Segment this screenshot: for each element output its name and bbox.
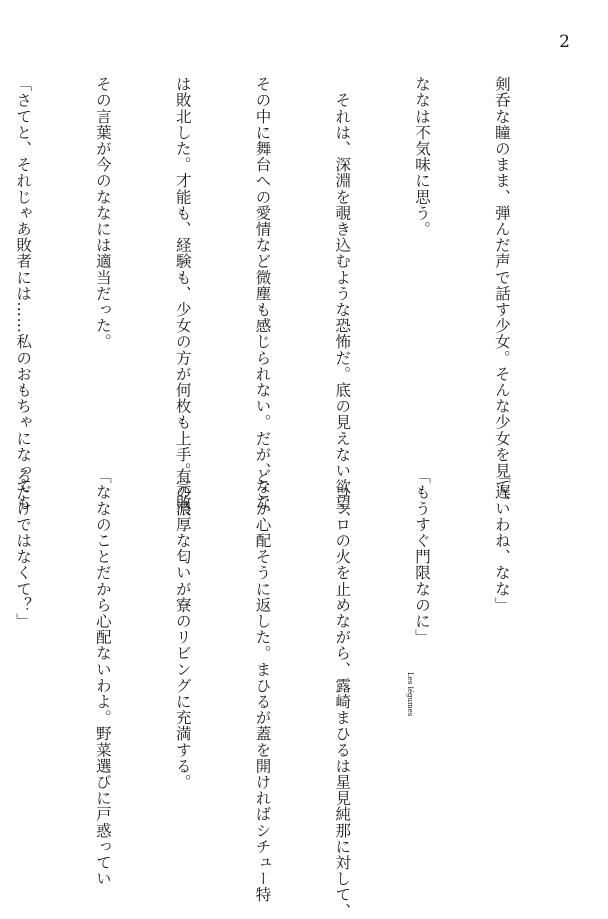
text-line: るだけではなくて？」 bbox=[14, 468, 33, 629]
page-number: 2 bbox=[559, 32, 570, 52]
text-line: それは、深淵を覗き込むような恐怖だ。底の見えない欲望、 bbox=[333, 76, 352, 527]
text-block-top bbox=[0, 76, 568, 527]
text-line: その中に舞台への愛情など微塵も感じられない。だが、なな bbox=[253, 76, 272, 511]
text-line: その言葉が今のななには適当だった。 bbox=[93, 76, 112, 350]
text-line: ななは不気味に思う。 bbox=[413, 76, 432, 237]
text-line: 剣呑な瞳のまま、弾んだ声で話す少女。そんな少女を見て、 bbox=[492, 76, 511, 511]
text-line: 「遅いわね、なな」 bbox=[492, 468, 511, 613]
text-line: 有の濃厚な匂いが寮のリビングに充満する。 bbox=[173, 468, 192, 790]
text-line: は敗北した。才能も、経験も、少女の方が何枚も上手。完敗、 bbox=[173, 76, 192, 527]
text-line: 「もうすぐ門限なのに」 bbox=[413, 468, 432, 646]
text-block-bottom bbox=[0, 468, 568, 919]
text-line: 「さてと、それじゃあ敗者には……私のおもちゃになっても bbox=[14, 76, 33, 511]
text-line: コンロの火を止めながら、露崎まひるは星見純那に対して、 bbox=[333, 468, 352, 919]
ruby-annotation: Les légumes bbox=[406, 672, 414, 717]
text-line: 「ななのことだから心配ないわよ。野菜選びに戸惑ってい bbox=[93, 468, 112, 887]
text-line: どこか心配そうに返した。まひるが蓋を開ければシチュー特 bbox=[253, 468, 272, 903]
